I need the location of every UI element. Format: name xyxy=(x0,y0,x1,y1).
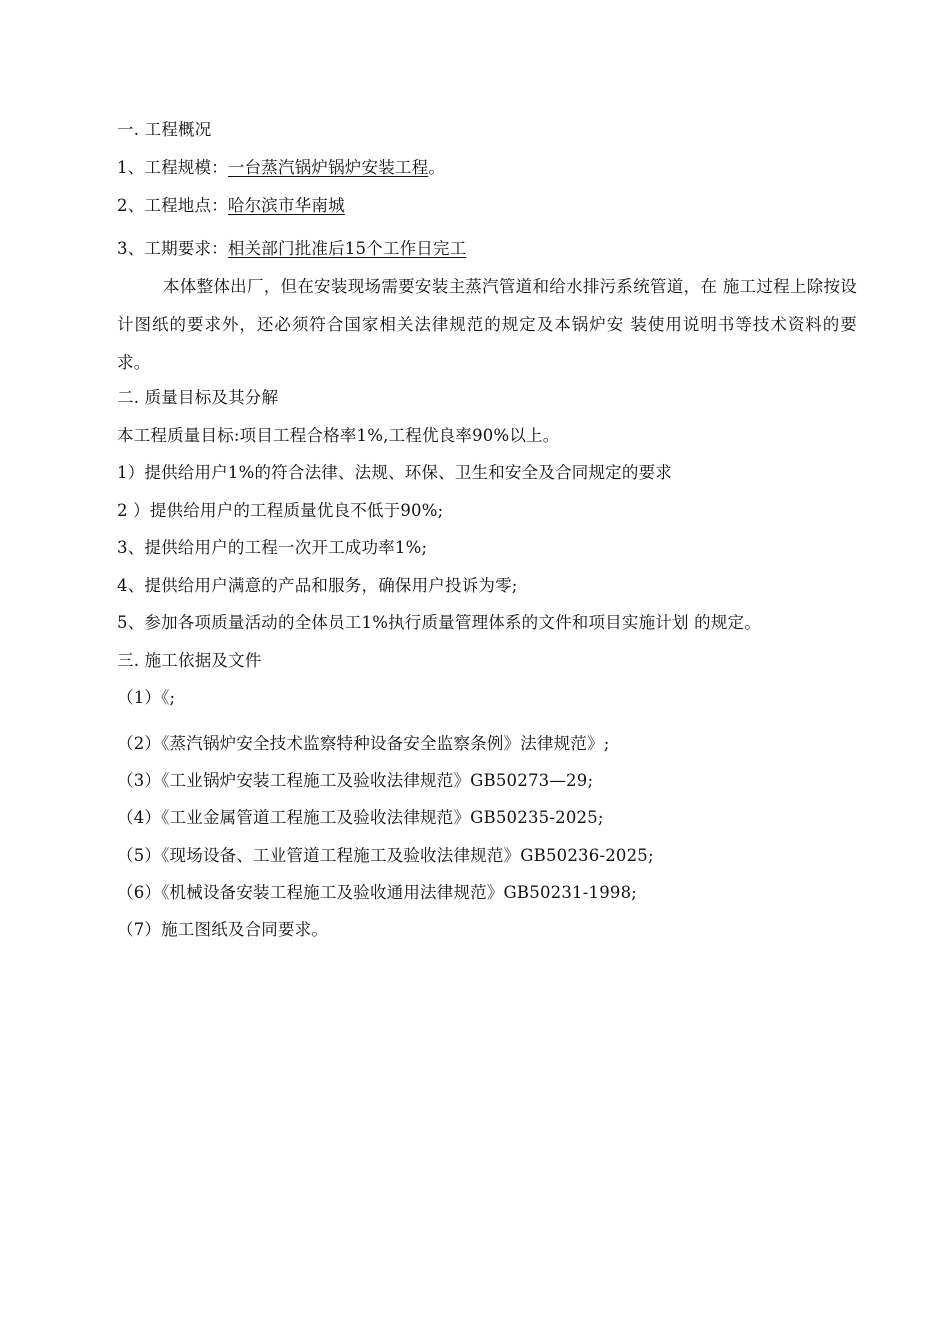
basis-item: （6）《机械设备安装工程施工及验收通用法律规范》GB50231-1998; xyxy=(117,883,638,902)
intro-paragraph: 本体整体出厂，但在安装现场需要安装主蒸汽管道和给水排污系统管道，在 施工过程上除按设计图纸的要求外，还必须符合国家相关法律规范的规定及本锅炉安 装使用说明书等技术资料的要求。 xyxy=(117,277,857,372)
basis-item: （5）《现场设备、工业管道工程施工及验收法律规范》GB50236-2025; xyxy=(117,846,654,865)
project-location-label: 2、工程地点： xyxy=(117,196,228,215)
project-scale-end: 。 xyxy=(428,158,446,177)
quality-item: 3、提供给用户的工程一次开工成功率1%; xyxy=(117,538,428,557)
basis-item: （1）《; xyxy=(117,688,176,707)
project-scale-value: 一台蒸汽锅炉锅炉安装工程 xyxy=(227,158,429,177)
section-heading-quality: 二. 质量目标及其分解 xyxy=(117,388,279,407)
project-schedule-line xyxy=(117,237,466,261)
project-scale-label: 1、工程规模： xyxy=(117,158,228,177)
basis-item: （4）《工业金属管道工程施工及验收法律规范》GB50235-2025; xyxy=(117,808,604,827)
quality-item: 4、提供给用户满意的产品和服务，确保用户投诉为零; xyxy=(117,576,518,595)
project-scale-line xyxy=(117,156,445,180)
basis-item: （3）《工业锅炉安装工程施工及验收法律规范》GB50273—29; xyxy=(117,771,594,790)
quality-item: 5、参加各项质量活动的全体员工1%执行质量管理体系的文件和项目实施计划 的规定。 xyxy=(117,613,761,632)
project-schedule-value: 相关部门批准后15个工作日完工 xyxy=(227,239,467,258)
basis-item: （2）《蒸汽锅炉安全技术监察特种设备安全监察条例》法律规范》; xyxy=(117,734,610,753)
quality-item: 2 ）提供给用户的工程质量优良不低于90%; xyxy=(117,501,444,520)
project-location-line xyxy=(117,194,345,218)
project-schedule-label: 3、工期要求： xyxy=(117,239,228,258)
section-heading-overview: 一. 工程概况 xyxy=(117,120,212,139)
project-location-value: 哈尔滨市华南城 xyxy=(227,196,345,215)
quality-item: 1）提供给用户1%的符合法律、法规、环保、卫生和安全及合同规定的要求 xyxy=(117,463,672,482)
quality-goal: 本工程质量目标:项目工程合格率1%,工程优良率90%以上。 xyxy=(117,426,560,445)
section-heading-basis: 三. 施工依据及文件 xyxy=(117,651,262,670)
basis-item: （7）施工图纸及合同要求。 xyxy=(117,920,329,939)
